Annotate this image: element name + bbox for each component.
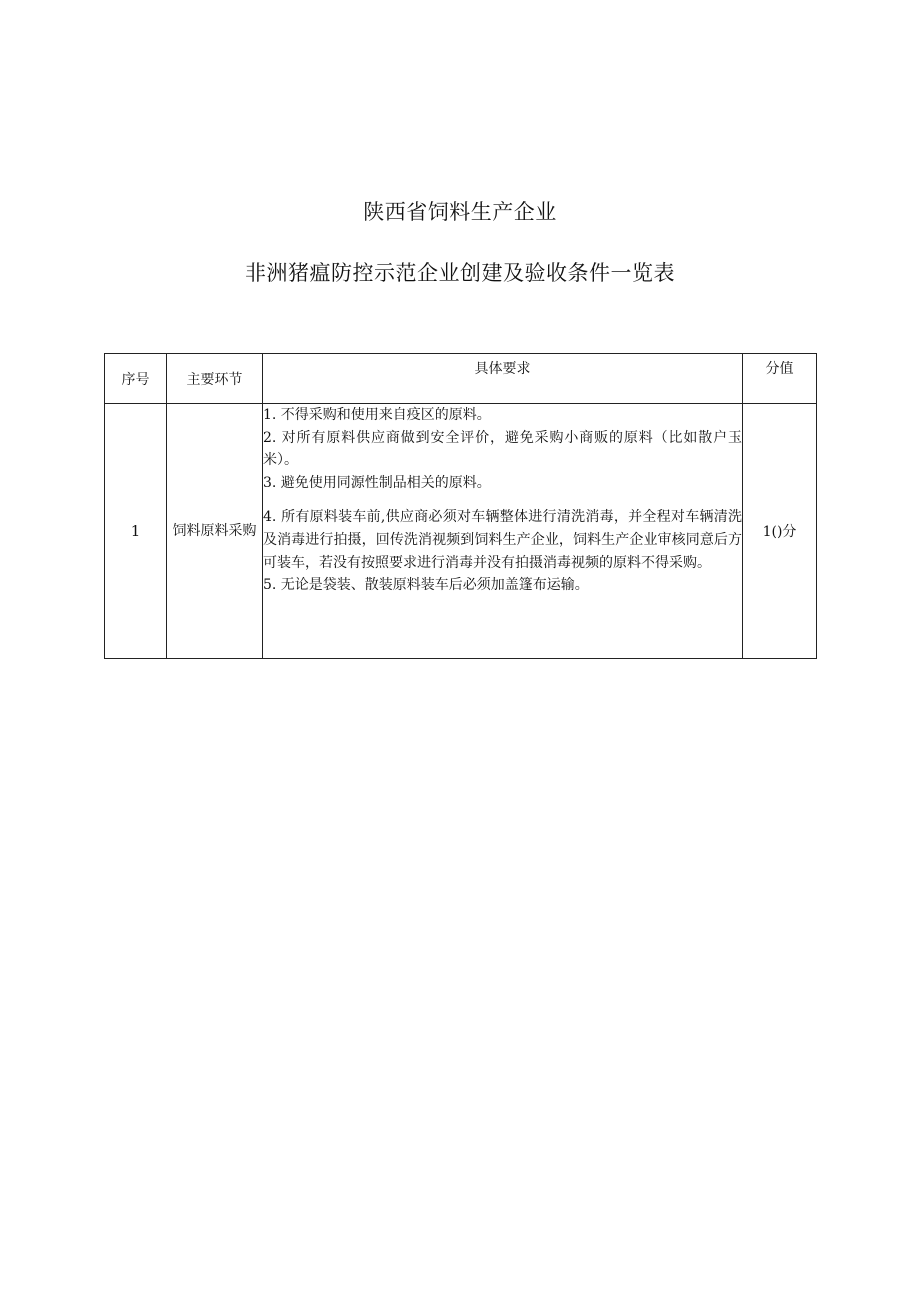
header-seq: 序号	[105, 354, 167, 404]
requirement-item: 2. 对所有原料供应商做到安全评价，避免采购小商贩的原料（比如散户玉米）。	[263, 429, 742, 469]
header-stage: 主要环节	[167, 354, 263, 404]
document-title-line-2: 非洲猪瘟防控示范企业创建及验收条件一览表	[245, 261, 675, 285]
row-stage: 饲料原料采购	[167, 404, 263, 659]
document-title-line-1: 陕西省饲料生产企业	[363, 200, 557, 224]
row-score: 1()分	[743, 404, 817, 659]
table-header-row	[105, 354, 817, 404]
requirement-item: 4. 所有原料装车前,供应商必须对车辆整体进行清洗消毒，并全程对车辆清洗及消毒进行拍摄，回传洗消视频到饲料生产企业，饲料生产企业审核同意后方可装车，若没有按照要求进行消毒并没有拍摄消毒视频的原料不得采购。	[263, 509, 742, 571]
row-seq: 1	[105, 404, 167, 659]
row-requirements	[263, 404, 743, 659]
requirements-table	[104, 353, 817, 659]
header-requirements: 具体要求	[263, 354, 743, 404]
requirement-item: 3. 避免使用同源性制品相关的原料。	[263, 474, 491, 491]
header-score: 分值	[743, 354, 817, 404]
requirement-item: 1. 不得采购和使用来自疫区的原料。	[263, 407, 491, 423]
table-row	[105, 404, 817, 659]
requirement-item: 5. 无论是袋装、散装原料装车后必须加盖篷布运输。	[263, 577, 589, 594]
